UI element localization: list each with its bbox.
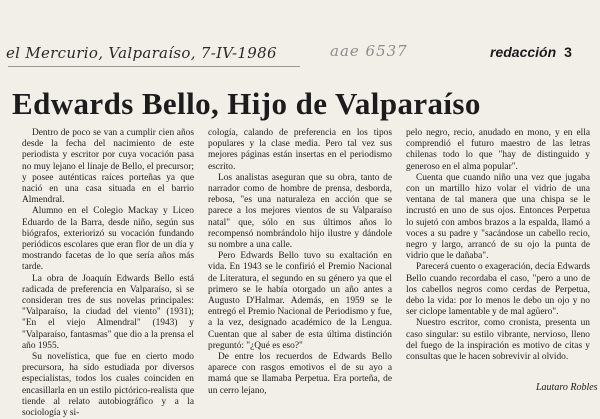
article-column-3 bbox=[406, 128, 590, 363]
author-byline: Lautaro Robles bbox=[536, 382, 598, 393]
section-label: redacción bbox=[490, 44, 557, 60]
paragraph: Nuestro escritor, como cronista, presenta un caso singular: su estilo vibrante, nervioso, lleno del fuego de la inspiración es motivo de citas y consultas que le hacen sobrevivir al olvido. bbox=[406, 318, 590, 363]
paragraph: Parecerá cuento o exageración, decía Edwards Bello cuando recordaba el caso, "pero a uno de los cabellos negros como cerdas de Perpetua, debo la vida: por lo menos le debo un ojo y no ser ciclope lamentable y de mal agüero". bbox=[406, 262, 590, 318]
paragraph: Cuenta que cuando niño una vez que jugaba con un martillo hizo volar el vidrio de una ventana de tal manera que una chispa se le incrustó en uno de sus ojos. Entonces Perpetua lo sujetó con ambos brazos a la espalda, llamó a voces a su padre y "sacándose un cabello recio, negro y largo, arrancó de su ojo la punta de vidrio que le dañaba". bbox=[406, 172, 590, 262]
paragraph: Su novelística, que fue en cierto modo precursora, ha sido estudiada por diversos especialistas, todos los cuales coinciden en encasillarla en un estilo pictórico-realista que tiende al relato autobiográfico y a la sociología y si- bbox=[22, 352, 194, 419]
page-number: 3 bbox=[564, 44, 572, 60]
paragraph: La obra de Joaquín Edwards Bello está radicada de preferencia en Valparaíso, si se consideran tres de sus novelas principales: "Valparaíso, la ciudad del viento" (1931); "En el viejo Almendral" (1943) y "Valparaíso, fantasmas" que dio a la prensa el año 1955. bbox=[22, 273, 194, 351]
paragraph: pelo negro, recio, anudado en mono, y en ella comprendió el futuro maestro de las letras chilenas todo lo que "hay de distinguido y generoso en el alma popular". bbox=[406, 128, 590, 172]
handwritten-underline bbox=[8, 66, 300, 67]
section-header bbox=[490, 44, 572, 60]
paragraph: Alumno en el Colegio Mackay y Liceo Eduardo de la Barra, desde niño, según sus biógrafos, exteriorizó su vocación fundando periódicos escolares que eran flor de un día y mostrando facetas de lo que sería años más tarde. bbox=[22, 206, 194, 273]
article-column-2 bbox=[208, 128, 392, 397]
handwritten-source-note: el Mercurio, Valparaíso, 7-IV-1986 bbox=[6, 44, 277, 62]
article-title: Edwards Bello, Hijo de Valparaíso bbox=[12, 86, 481, 121]
paragraph: Dentro de poco se van a cumplir cien años desde la fecha del nacimiento de este periodista y escritor por cuya vocación pasa no muy lejano el linaje de Bello, el precursor; y posee auténticas raíces porteñas ya que nació en una casa situada en el barrio Almendral. bbox=[22, 128, 194, 206]
paragraph: Los analistas aseguran que su obra, tanto de narrador como de hombre de prensa, desborda, rebosa, "es una naturaleza en acción que se parece a los mejores vientos de su Valparaíso natal" que, sólo en sus últimos años lo recompensó nombrándolo hijo ilustre y dándole su nombre a una calle. bbox=[208, 172, 392, 251]
paragraph: cología, calando de preferencia en los tipos populares y la clase media. Pero tal vez sus mejores páginas están insertas en el periodismo escrito. bbox=[208, 128, 392, 172]
article-column-1 bbox=[22, 128, 194, 419]
archive-code: aae 6537 bbox=[330, 42, 408, 60]
paragraph: De entre los recuerdos de Edwards Bello aparece con rasgos emotivos el de su ayo a mamá que se llamaba Perpetua. Era porteña, de un cerro lejano, bbox=[208, 352, 392, 396]
paragraph: Pero Edwards Bello tuvo su exaltación en vida. En 1943 se le confirió el Premio Nacional de Literatura, el segundo en su género ya que el primero se le había otorgado un año antes a Augusto D'Halmar. Además, en 1959 se le entregó el Premio Nacional de Periodismo y fue, a la vez, designado académico de la Lengua. Cuentan que al saber de esta última distinción preguntó: "¿Qué es eso?" bbox=[208, 251, 392, 351]
